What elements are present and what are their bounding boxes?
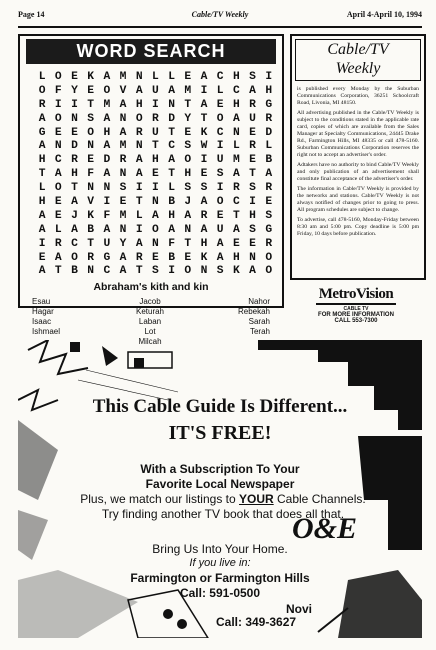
grid-letter: E: [54, 196, 62, 209]
grid-letter: R: [54, 237, 62, 250]
grid-letter: N: [103, 182, 111, 195]
word-list-item: Jacob: [139, 297, 161, 307]
grid-letter: E: [200, 168, 208, 181]
grid-letter: J: [184, 196, 192, 209]
word-search-box: [18, 34, 284, 347]
word-list-item: Keturah: [135, 307, 165, 317]
grid-letter: S: [200, 182, 208, 195]
grid-letter: L: [152, 71, 159, 83]
grid-letter: A: [168, 84, 175, 97]
grid-letter: C: [216, 71, 224, 83]
masthead-paragraph: The information in Cable/TV Weekly is provided by the networks and stations. Cable/TV Weekly is not always notified of changes prior to going to press. All program schedules are subject to change.: [297, 186, 419, 213]
grid-letter: T: [38, 168, 46, 181]
grid-letter: O: [54, 112, 62, 125]
grid-letter: W: [200, 140, 208, 153]
grid-letter: T: [249, 168, 256, 181]
grid-letter: T: [200, 112, 208, 125]
grid-letter: E: [87, 154, 95, 167]
grid-letter: E: [216, 209, 224, 222]
grid-letter: B: [168, 196, 175, 209]
grid-letter: Y: [184, 112, 192, 125]
grid-letter: R: [265, 237, 273, 250]
grid-letter: D: [168, 112, 175, 125]
grid-letter: G: [265, 98, 273, 111]
grid-letter: I: [200, 84, 208, 97]
metrovision-tag: CABLE TV: [343, 306, 369, 312]
ad-subheading-2: Favorite Local Newspaper: [145, 477, 295, 491]
cable-guide-ad: [18, 340, 422, 638]
grid-letter: S: [249, 71, 256, 83]
grid-letter: T: [168, 168, 175, 181]
grid-letter: I: [200, 154, 208, 167]
metrovision-logo: MetroVision: [316, 286, 397, 305]
grid-letter: S: [249, 182, 256, 195]
page-number: Page 14: [18, 10, 45, 19]
grid-letter: A: [135, 84, 143, 97]
grid-letter: G: [103, 251, 111, 264]
grid-letter: R: [265, 112, 273, 125]
grid-letter: S: [184, 182, 192, 195]
grid-letter: U: [216, 223, 224, 236]
grid-letter: N: [135, 140, 143, 153]
grid-letter: T: [184, 98, 192, 111]
grid-letter: A: [103, 71, 111, 83]
grid-letter: M: [103, 98, 111, 111]
grid-letter: E: [87, 84, 95, 97]
grid-letter: I: [103, 196, 111, 209]
grid-letter: E: [152, 251, 159, 264]
grid-letter: T: [232, 209, 240, 222]
grid-letter: S: [87, 112, 95, 125]
grid-row: [34, 168, 282, 182]
grid-letter: N: [152, 237, 159, 250]
word-list-col-1: [32, 297, 60, 337]
grid-letter: I: [265, 71, 273, 83]
grid-letter: E: [71, 126, 78, 139]
grid-letter: I: [152, 182, 159, 195]
masthead-title-line-1: Cable/TV: [327, 41, 389, 58]
grid-letter: L: [168, 71, 175, 83]
word-list-item: Milcah: [138, 337, 162, 347]
grid-row: [34, 154, 282, 168]
grid-letter: A: [103, 140, 111, 153]
grid-letter: E: [71, 71, 78, 83]
grid-letter: L: [135, 209, 143, 222]
issue-date: April 4-April 10, 1994: [346, 10, 422, 19]
ad-subheading-1: With a Subscription To Your: [140, 462, 300, 476]
grid-letter: K: [87, 209, 95, 222]
ad-bring: Bring Us Into Your Home.: [152, 542, 288, 556]
grid-letter: A: [265, 168, 273, 181]
grid-letter: S: [216, 168, 224, 181]
ad-area-1: Farmington or Farmington Hills: [130, 571, 310, 585]
grid-letter: K: [87, 71, 95, 83]
grid-letter: N: [168, 98, 175, 111]
grid-letter: H: [249, 209, 256, 222]
word-list-item: Hagar: [32, 307, 54, 317]
grid-letter: A: [119, 98, 127, 111]
grid-letter: B: [168, 251, 175, 264]
grid-letter: H: [103, 126, 111, 139]
grid-letter: N: [87, 182, 95, 195]
grid-letter: N: [87, 140, 95, 153]
grid-letter: T: [184, 237, 192, 250]
grid-letter: Y: [119, 237, 127, 250]
grid-letter: E: [119, 196, 127, 209]
grid-letter: A: [54, 168, 62, 181]
grid-letter: C: [54, 154, 62, 167]
grid-letter: J: [71, 209, 78, 222]
grid-letter: O: [87, 126, 95, 139]
grid-letter: A: [232, 168, 240, 181]
grid-letter: M: [119, 209, 127, 222]
oe-logo: O&E: [292, 512, 358, 545]
grid-letter: V: [119, 84, 127, 97]
grid-letter: O: [54, 182, 62, 195]
grid-letter: T: [135, 196, 143, 209]
grid-letter: B: [265, 154, 273, 167]
grid-letter: E: [184, 71, 192, 83]
masthead-box: [290, 34, 426, 280]
grid-letter: E: [54, 126, 62, 139]
grid-letter: E: [265, 196, 273, 209]
grid-letter: A: [103, 223, 111, 236]
grid-row: [34, 113, 282, 127]
grid-letter: E: [249, 237, 256, 250]
grid-letter: I: [135, 223, 143, 236]
masthead-title-line-2: Weekly: [335, 60, 381, 77]
grid-row: [34, 85, 282, 99]
grid-letter: O: [216, 112, 224, 125]
grid-letter: K: [232, 265, 240, 278]
grid-letter: I: [216, 140, 224, 153]
grid-row: [34, 224, 282, 238]
grid-letter: A: [38, 223, 46, 236]
ad-body-post: Cable Channels. Try finding another TV book that does all that.: [101, 492, 366, 521]
grid-letter: H: [152, 154, 159, 167]
grid-letter: T: [152, 140, 159, 153]
grid-letter: F: [103, 209, 111, 222]
masthead-paragraph: To advertise, call 478-5160, Monday-Friday between 8:30 am and 5:00 pm. Copy deadline is 5:00 pm Friday, 10 days before publication.: [297, 217, 419, 237]
grid-letter: R: [71, 154, 78, 167]
grid-letter: U: [103, 237, 111, 250]
grid-letter: K: [200, 251, 208, 264]
grid-letter: A: [184, 209, 192, 222]
word-search-title: WORD SEARCH: [26, 39, 276, 64]
grid-letter: D: [265, 126, 273, 139]
grid-letter: O: [38, 84, 46, 97]
grid-letter: O: [184, 154, 192, 167]
grid-letter: N: [135, 71, 143, 83]
masthead-paragraph: Adtakers have no authority to bind Cable/TV Weekly and only publication of an advertisement shall constitute final acceptance of the advertiser's order.: [297, 162, 419, 182]
ad-body-pre: Plus, we match our listings to: [80, 492, 239, 506]
grid-letter: G: [265, 223, 273, 236]
grid-letter: A: [71, 196, 78, 209]
grid-letter: C: [232, 84, 240, 97]
grid-letter: R: [200, 209, 208, 222]
grid-letter: M: [119, 71, 127, 83]
grid-letter: R: [249, 98, 256, 111]
grid-letter: N: [119, 112, 127, 125]
grid-letter: H: [38, 154, 46, 167]
grid-letter: N: [249, 251, 256, 264]
grid-letter: O: [265, 265, 273, 278]
grid-letter: A: [168, 154, 175, 167]
grid-letter: A: [119, 126, 127, 139]
grid-letter: E: [184, 126, 192, 139]
grid-letter: H: [71, 168, 78, 181]
grid-letter: A: [103, 112, 111, 125]
word-search-subtitle: Abraham's kith and kin: [93, 281, 209, 294]
grid-letter: L: [168, 182, 175, 195]
grid-letter: O: [265, 251, 273, 264]
grid-letter: F: [87, 168, 95, 181]
grid-letter: K: [200, 126, 208, 139]
grid-letter: A: [249, 84, 256, 97]
grid-letter: N: [232, 126, 240, 139]
grid-letter: R: [265, 182, 273, 195]
grid-letter: R: [135, 251, 143, 264]
grid-letter: O: [54, 71, 62, 83]
grid-letter: N: [152, 196, 159, 209]
grid-letter: N: [71, 112, 78, 125]
grid-letter: N: [200, 265, 208, 278]
grid-letter: E: [249, 126, 256, 139]
grid-letter: S: [152, 265, 159, 278]
grid-row: [34, 210, 282, 224]
masthead-title: [295, 39, 421, 81]
grid-letter: C: [71, 237, 78, 250]
grid-letter: E: [38, 251, 46, 264]
ad-phone-2: Call: 349-3627: [216, 615, 297, 629]
grid-letter: C: [168, 140, 175, 153]
grid-letter: H: [232, 71, 240, 83]
masthead-paragraph: All advertising published in the Cable/TV Weekly is subject to the conditions stated in the applicable rate card, copies of which are available from the Sales Manager at Specialty Communications, 24445 Drake Rd., Farmington Hills, MI 48335 or call 478-5160. Suburban Communications Corporation reserves the right not to accept an advertiser's order.: [297, 110, 419, 158]
word-list-item: Isaac: [32, 317, 52, 327]
grid-letter: H: [265, 84, 273, 97]
grid-letter: N: [119, 168, 127, 181]
grid-letter: A: [38, 112, 46, 125]
letter-grid: [34, 71, 282, 279]
grid-letter: O: [184, 265, 192, 278]
grid-letter: S: [216, 265, 224, 278]
grid-letter: R: [249, 140, 256, 153]
grid-letter: N: [184, 223, 192, 236]
grid-letter: L: [38, 182, 46, 195]
grid-letter: E: [54, 209, 62, 222]
grid-letter: R: [119, 154, 127, 167]
grid-letter: O: [135, 112, 143, 125]
grid-letter: N: [119, 223, 127, 236]
grid-letter: B: [87, 223, 95, 236]
grid-letter: F: [168, 237, 175, 250]
grid-letter: I: [71, 98, 78, 111]
grid-letter: A: [200, 98, 208, 111]
word-list-item: Ishmael: [32, 327, 61, 337]
grid-letter: H: [232, 251, 240, 264]
masthead-paragraph: is published every Monday by the Suburban Communications Corporation, 36251 Schoolcraft Road, Livonia, MI 48150.: [297, 86, 419, 106]
grid-letter: T: [87, 237, 95, 250]
grid-letter: A: [216, 251, 224, 264]
grid-letter: S: [119, 182, 127, 195]
grid-letter: A: [232, 223, 240, 236]
grid-letter: D: [71, 140, 78, 153]
grid-letter: O: [216, 196, 224, 209]
metrovision-phone: CALL 553-7300: [334, 318, 378, 324]
word-list-item: Terah: [249, 327, 270, 337]
publication-name: Cable/TV Weekly: [191, 10, 249, 19]
grid-letter: A: [135, 154, 143, 167]
grid-letter: G: [38, 126, 46, 139]
grid-letter: A: [135, 237, 143, 250]
grid-letter: A: [168, 223, 175, 236]
grid-letter: A: [119, 251, 127, 264]
grid-letter: A: [38, 140, 46, 153]
grid-letter: H: [135, 98, 143, 111]
grid-letter: O: [103, 84, 111, 97]
grid-letter: A: [216, 237, 224, 250]
word-list-item: Esau: [32, 297, 51, 307]
grid-letter: E: [249, 154, 256, 167]
ad-free: IT'S FREE!: [168, 422, 272, 444]
grid-letter: C: [103, 265, 111, 278]
grid-row: [34, 196, 282, 210]
grid-letter: R: [135, 126, 143, 139]
grid-letter: S: [184, 140, 192, 153]
grid-letter: S: [249, 223, 256, 236]
ad-headline: This Cable Guide Is Different...: [92, 396, 348, 417]
grid-letter: H: [200, 237, 208, 250]
grid-letter: T: [168, 126, 175, 139]
grid-row: [34, 252, 282, 266]
word-list-col-3: [238, 297, 270, 337]
grid-letter: A: [200, 196, 208, 209]
grid-letter: E: [232, 237, 240, 250]
grid-letter: B: [71, 265, 78, 278]
grid-letter: A: [71, 223, 78, 236]
grid-letter: E: [152, 168, 159, 181]
grid-letter: O: [152, 223, 159, 236]
word-list-item: Nahor: [248, 297, 270, 307]
grid-letter: T: [87, 98, 95, 111]
grid-letter: V: [87, 196, 95, 209]
grid-letter: I: [152, 98, 159, 111]
grid-letter: E: [216, 98, 224, 111]
ad-area-2: Novi: [286, 602, 313, 616]
grid-letter: E: [184, 251, 192, 264]
grid-letter: S: [265, 209, 273, 222]
grid-letter: Y: [71, 84, 78, 97]
grid-letter: L: [265, 140, 273, 153]
grid-letter: L: [216, 84, 224, 97]
grid-letter: R: [152, 112, 159, 125]
masthead-text: [292, 84, 424, 243]
grid-letter: C: [232, 196, 240, 209]
grid-letter: A: [135, 168, 143, 181]
grid-row: [34, 182, 282, 196]
grid-letter: T: [135, 265, 143, 278]
grid-letter: A: [38, 265, 46, 278]
grid-letter: I: [38, 237, 46, 250]
grid-letter: H: [168, 209, 175, 222]
grid-row: [34, 140, 282, 154]
grid-letter: C: [216, 126, 224, 139]
grid-letter: A: [54, 251, 62, 264]
grid-row: [34, 127, 282, 141]
grid-letter: R: [87, 251, 95, 264]
grid-letter: R: [38, 98, 46, 111]
metrovision-ad: [290, 285, 422, 324]
grid-letter: A: [249, 265, 256, 278]
ad-body-emphasis: YOUR: [239, 492, 274, 506]
grid-letter: I: [168, 265, 175, 278]
grid-letter: T: [54, 265, 62, 278]
grid-letter: U: [249, 112, 256, 125]
ad-live-question: If you live in:: [189, 557, 251, 569]
grid-letter: I: [216, 182, 224, 195]
grid-letter: U: [216, 154, 224, 167]
grid-letter: N: [87, 265, 95, 278]
grid-letter: M: [119, 140, 127, 153]
grid-letter: H: [38, 196, 46, 209]
grid-letter: U: [152, 126, 159, 139]
grid-letter: I: [54, 98, 62, 111]
grid-row: [34, 265, 282, 279]
grid-letter: A: [232, 112, 240, 125]
grid-letter: A: [152, 209, 159, 222]
grid-letter: T: [71, 182, 78, 195]
word-list-item: Rebekah: [237, 307, 270, 317]
grid-letter: I: [135, 182, 143, 195]
grid-letter: R: [232, 182, 240, 195]
ad-phone-1: Call: 591-0500: [179, 586, 261, 600]
grid-letter: L: [232, 140, 240, 153]
grid-letter: H: [184, 168, 192, 181]
grid-letter: I: [249, 196, 256, 209]
grid-letter: U: [152, 84, 159, 97]
metrovision-info: FOR MORE INFORMATION: [318, 312, 394, 318]
grid-letter: A: [38, 209, 46, 222]
grid-letter: O: [71, 251, 78, 264]
grid-letter: A: [200, 223, 208, 236]
grid-letter: D: [103, 154, 111, 167]
word-list-item: Lot: [144, 327, 156, 337]
grid-letter: N: [54, 140, 62, 153]
word-list-item: Laban: [138, 317, 162, 327]
grid-letter: L: [38, 71, 46, 83]
grid-letter: A: [119, 265, 127, 278]
grid-row: [34, 71, 282, 85]
grid-letter: L: [54, 223, 62, 236]
page-header: [18, 10, 422, 28]
grid-letter: A: [200, 71, 208, 83]
grid-letter: M: [184, 84, 192, 97]
grid-row: [34, 238, 282, 252]
word-list-item: Sarah: [248, 317, 270, 327]
grid-letter: A: [103, 168, 111, 181]
grid-row: [34, 99, 282, 113]
grid-letter: M: [232, 154, 240, 167]
grid-letter: H: [232, 98, 240, 111]
grid-letter: F: [54, 84, 62, 97]
